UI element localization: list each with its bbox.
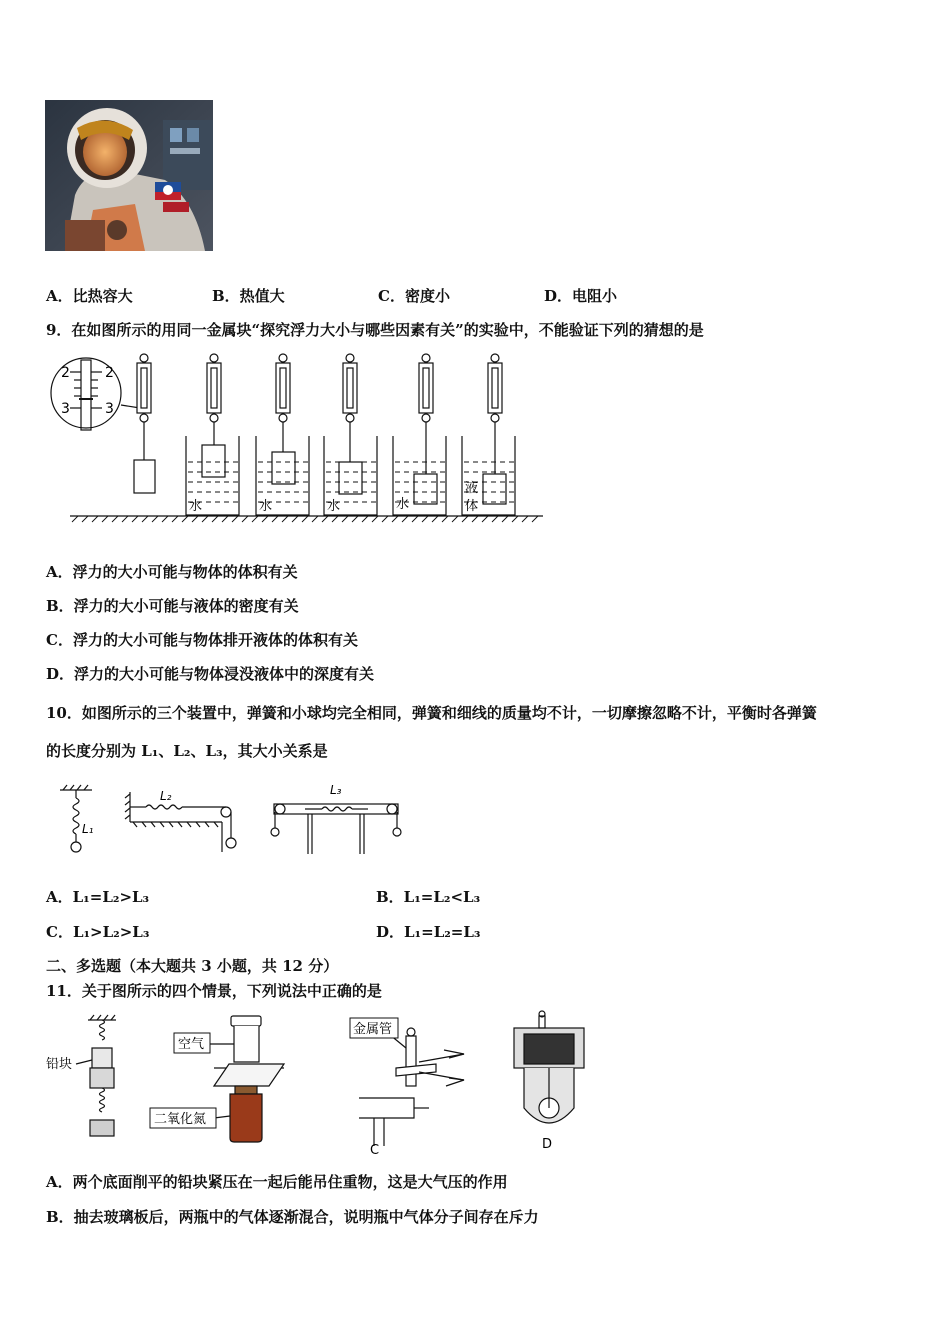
q8-option-d: D．电阻小 (544, 287, 618, 305)
q10-spring-figure (50, 780, 410, 860)
q9-option-d: D．浮力的大小可能与物体浸没液体中的深度有关 (46, 665, 375, 683)
q10-option-b: B．L₁=L₂<L₃ (376, 888, 481, 906)
q11-stem: 11．关于图所示的四个情景，下列说法中正确的是 (46, 982, 382, 1000)
scale-label: 3 (105, 401, 114, 417)
liquid-label: 水 (396, 497, 410, 512)
q8-option-a: A．比热容大 (46, 287, 133, 305)
label-c: C (370, 1143, 380, 1158)
liquid-label: 水 (189, 499, 203, 514)
q10-option-a: A．L₁=L₂>L₃ (46, 888, 150, 906)
q9-buoyancy-figure (48, 350, 548, 525)
q10-options-row1 (46, 887, 706, 907)
q11-option-b: B．抽去玻璃板后，两瓶中的气体逐渐混合，说明瓶中气体分子间存在斥力 (46, 1208, 539, 1226)
q10-option-d: D．L₁=L₂=L₃ (376, 923, 481, 941)
q10-options-row2 (46, 922, 706, 942)
q10-option-c: C．L₁>L₂>L₃ (46, 923, 150, 941)
section-heading: 二、多选题（本大题共 3 小题，共 12 分） (46, 957, 339, 975)
q8-option-c: C．密度小 (378, 287, 450, 305)
astronaut-photo (45, 100, 213, 251)
liquid-label: 水 (259, 499, 273, 514)
label-d: D (542, 1137, 553, 1152)
q11-option-a: A．两个底面削平的铅块紧压在一起后能吊住重物，这是大气压的作用 (46, 1173, 508, 1191)
q9-option-b: B．浮力的大小可能与液体的密度有关 (46, 597, 299, 615)
liquid-label: 水 (327, 499, 341, 514)
label-lead-block: 铅块 (46, 1057, 73, 1072)
q11-figure (44, 1008, 604, 1158)
q9-option-a: A．浮力的大小可能与物体的体积有关 (46, 563, 298, 581)
spring-label-l2: L₂ (160, 789, 172, 803)
q9-option-c: C．浮力的大小可能与物体排开液体的体积有关 (46, 631, 358, 649)
scale-label: 2 (105, 365, 114, 381)
label-air: 空气 (178, 1037, 205, 1052)
q8-option-b: B．热值大 (212, 287, 285, 305)
scale-label: 3 (61, 401, 70, 417)
label-nitrogen-dioxide: 二氧化氮 (154, 1112, 207, 1127)
label-metal-tube: 金属管 (353, 1022, 393, 1037)
q8-options (46, 286, 710, 306)
scale-label: 2 (61, 365, 70, 381)
spring-label-l3: L₃ (330, 783, 342, 797)
liquid-label: 液 (465, 481, 479, 496)
spring-label-l1: L₁ (82, 822, 94, 836)
liquid-label: 体 (465, 499, 479, 514)
q10-stem-line1: 10．如图所示的三个装置中，弹簧和小球均完全相同，弹簧和细线的质量均不计，一切摩擦忽略不计，平衡时各弹簧 (46, 704, 817, 722)
q9-stem: 9．在如图所示的用同一金属块“探究浮力大小与哪些因素有关”的实验中，不能验证下列的猜想的是 (46, 321, 704, 339)
q10-stem-line2: 的长度分别为 L₁、L₂、L₃，其大小关系是 (46, 742, 328, 760)
